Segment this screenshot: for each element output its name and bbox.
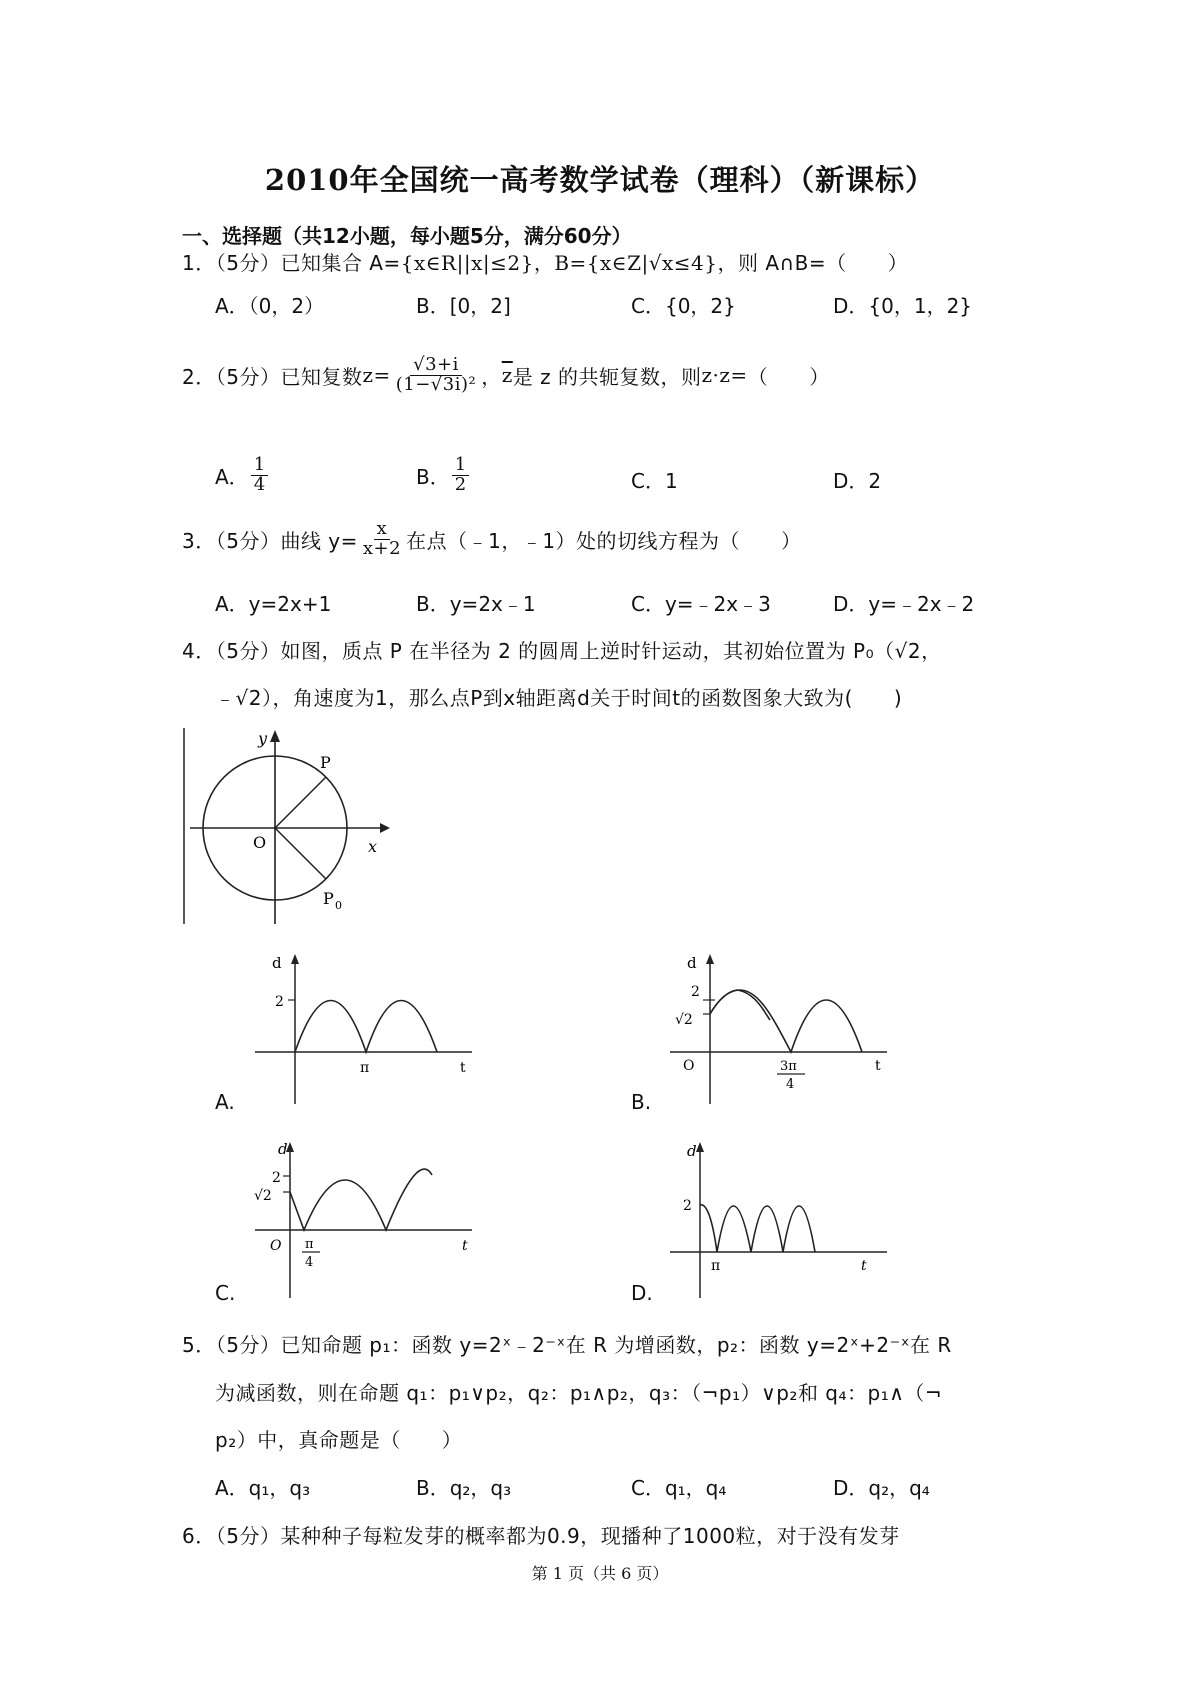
question-5-line1: 5．（5分）已知命题 p₁：函数 y=2ˣ﹣2⁻ˣ在 R 为增函数，p₂：函数 y=2ˣ+2⁻ˣ在 R	[182, 1333, 952, 1357]
q2-option-b	[416, 456, 471, 495]
question-4-line2: ﹣√2），角速度为1，那么点P到x轴距离d关于时间t的函数图象大致为( )	[215, 686, 903, 710]
q4-graph-a	[250, 952, 480, 1107]
graph-d-pi-label: π	[711, 1258, 721, 1274]
q2-option-b-den: 2	[454, 473, 467, 495]
figure-x-label: x	[368, 837, 378, 856]
q3-option-d: D．y=﹣2x﹣2	[833, 592, 975, 616]
page-footer: 第 1 页（共 6 页）	[531, 1564, 669, 1583]
q1-option-d: D．{0，1，2}	[833, 294, 973, 318]
q5-option-b: B．q₂，q₃	[416, 1476, 512, 1500]
q3-stem-a: 3．（5分）曲线 y=	[182, 528, 358, 553]
graph-b-curve	[710, 990, 862, 1052]
graph-a-two-label: 2	[275, 994, 284, 1010]
graph-b-d-label: d	[687, 954, 697, 972]
q2-option-a-letter: A．	[215, 464, 249, 489]
graph-c-origin-label: O	[270, 1238, 282, 1254]
question-5-line3: p₂）中，真命题是（ ）	[215, 1428, 463, 1452]
graph-c-tick-den: 4	[305, 1255, 314, 1270]
graph-b-d-arrow	[706, 954, 714, 964]
question-6-line1: 6．（5分）某种种子每粒发芽的概率都为0.9，现播种了1000粒，对于没有发芽	[182, 1524, 900, 1548]
graph-d-d-label: d	[687, 1142, 697, 1160]
graph-c-tick-num: π	[305, 1237, 314, 1252]
q2-option-c	[631, 465, 678, 494]
q2-option-b-fraction	[452, 456, 469, 495]
q3-fraction	[360, 520, 404, 559]
graph-d-t-label: t	[861, 1258, 867, 1274]
figure-y-label: y	[258, 729, 268, 748]
q2-expression: z·z=	[701, 363, 748, 388]
graph-d-two-label: 2	[683, 1198, 692, 1214]
graph-b-tick-num: 3π	[780, 1059, 797, 1074]
graph-b-tick-den: 4	[786, 1077, 795, 1092]
q1-set-b: B={x∈Z|√x≤4}	[554, 251, 718, 275]
q2-option-c-text: 1	[664, 469, 678, 493]
q5-option-c: C．q₁，q₄	[631, 1476, 727, 1500]
q4-option-d-letter: D.	[631, 1281, 653, 1305]
radius-to-p	[275, 777, 326, 828]
q1-option-a: A．（0，2）	[215, 294, 325, 318]
graph-a-pi-label: π	[360, 1060, 370, 1076]
q2-option-c-letter: C．	[631, 469, 665, 493]
q4-option-b-letter: B.	[631, 1090, 652, 1114]
graph-c-two-label: 2	[272, 1170, 281, 1186]
q2-option-a	[215, 456, 270, 495]
q4-graph-c	[250, 1140, 480, 1300]
q4-graph-d	[665, 1140, 895, 1300]
graph-b-origin-label: O	[683, 1058, 695, 1074]
y-axis-arrow	[270, 730, 280, 742]
q3-fraction-numerator: x	[374, 520, 391, 540]
q1-set-a: {x∈R||x|≤2}	[400, 251, 534, 275]
graph-b-two-label: 2	[691, 984, 700, 1000]
graph-c-t-label: t	[462, 1238, 468, 1254]
q2-stem-b: ，	[481, 364, 502, 389]
q5-option-d: D．q₂，q₄	[833, 1476, 930, 1500]
q4-circle-figure	[180, 728, 390, 928]
figure-p-label: P	[320, 753, 331, 772]
q2-fraction-denominator: (1−√3i)²	[395, 373, 477, 395]
graph-c-d-label: d	[278, 1140, 288, 1158]
graph-d-curve	[700, 1205, 815, 1252]
graph-b-curve-start	[710, 990, 770, 1020]
q2-stem-c: 是 z 的共轭复数，则	[512, 364, 702, 389]
graph-b-t-label: t	[875, 1058, 881, 1074]
q3-fraction-denominator: x+2	[362, 537, 402, 559]
q2-stem-a: 2．（5分）已知复数	[182, 364, 363, 389]
q4-option-c-letter: C.	[215, 1281, 236, 1305]
graph-c-root2-label: √2	[254, 1188, 272, 1204]
q2-stem-d: （ ）	[747, 364, 830, 389]
q2-fraction-numerator: √3+i	[410, 356, 462, 376]
question-3-stem	[182, 520, 802, 559]
q5-option-a: A．q₁，q₃	[215, 1476, 311, 1500]
q4-graph-b	[665, 952, 900, 1107]
q3-option-b: B．y=2x﹣1	[416, 592, 536, 616]
graph-a-d-label: d	[272, 954, 282, 972]
q2-option-d	[833, 465, 881, 494]
q1-stem-b: ，	[533, 251, 555, 275]
q2-option-d-letter: D．	[833, 469, 869, 493]
q1-stem-c: ，则 A∩B=（ ）	[717, 251, 909, 275]
question-5-line2: 为减函数，则在命题 q₁：p₁∨p₂，q₂：p₁∧p₂，q₃：（¬p₁）∨p₂和 q₄：p₁∧（¬	[215, 1381, 943, 1405]
graph-a-d-arrow	[291, 954, 299, 964]
question-1-stem	[182, 247, 908, 276]
figure-origin-label: O	[253, 833, 267, 852]
q2-option-a-fraction	[251, 456, 268, 495]
q1-stem-a: 1．（5分）已知集合 A=	[182, 251, 401, 275]
radius-to-p0	[275, 828, 326, 879]
q2-option-d-text: 2	[868, 469, 882, 493]
q1-option-c: C．{0，2}	[631, 294, 736, 318]
graph-b-root2-label: √2	[675, 1012, 693, 1028]
question-4-line1: 4．（5分）如图，质点 P 在半径为 2 的圆周上逆时针运动，其初始位置为 P₀（√2，	[182, 639, 942, 663]
graph-c-curve	[290, 1169, 432, 1230]
x-axis-arrow	[380, 823, 390, 833]
section-heading: 一、选择题（共12小题，每小题5分，满分60分）	[182, 224, 632, 248]
q3-stem-b: 在点（﹣1，﹣1）处的切线方程为（ ）	[406, 528, 802, 553]
q1-option-b: B．[0，2]	[416, 294, 511, 318]
q3-option-c: C．y=﹣2x﹣3	[631, 592, 771, 616]
q3-option-a: A．y=2x+1	[215, 592, 332, 616]
page-title: 2010年全国统一高考数学试卷（理科）（新课标）	[264, 163, 936, 197]
q4-option-a-letter: A.	[215, 1090, 235, 1114]
q2-option-a-num: 1	[251, 456, 268, 476]
graph-a-curve	[295, 1001, 437, 1053]
q2-zbar: $\overline{z}$	[501, 363, 513, 388]
q2-option-b-letter: B．	[416, 464, 450, 489]
q2-z-label: z=	[362, 363, 391, 388]
figure-p0-label: P	[323, 889, 334, 908]
q2-fraction	[393, 356, 479, 395]
q2-option-a-den: 4	[253, 473, 266, 495]
question-2-stem	[182, 356, 830, 395]
q2-option-b-num: 1	[452, 456, 469, 476]
figure-p0-subscript: 0	[335, 899, 342, 912]
graph-d-d-arrow	[696, 1142, 704, 1152]
graph-a-t-label: t	[460, 1060, 466, 1076]
